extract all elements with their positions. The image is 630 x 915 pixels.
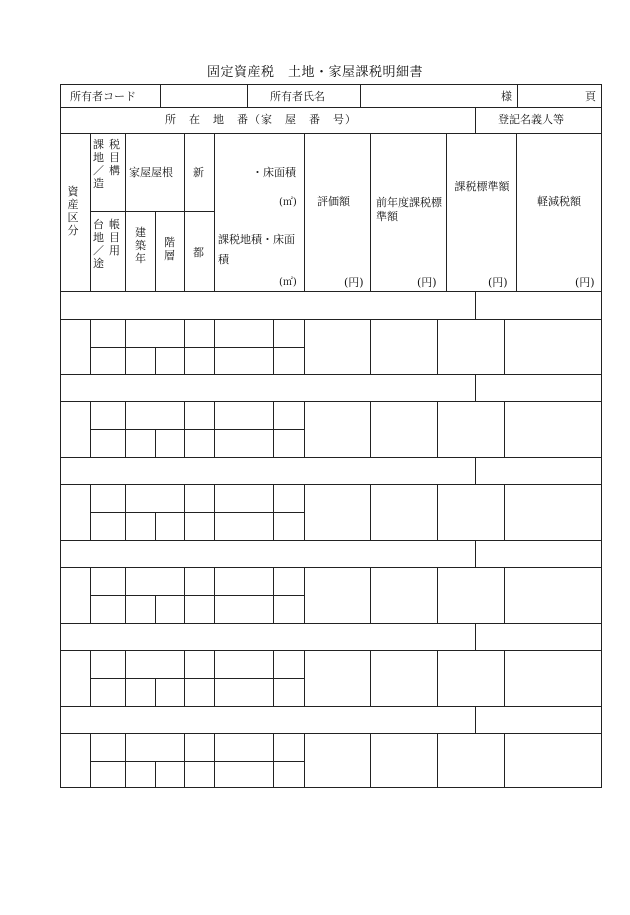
assessed-value-header: 評価額: [317, 195, 350, 208]
grid-line: [60, 650, 601, 651]
floors-header: 階層: [164, 236, 175, 262]
grid-line: [60, 291, 601, 292]
grid-line: [155, 347, 156, 374]
prev-year-standard-unit: (円): [417, 276, 437, 289]
to-header: 都: [193, 246, 204, 259]
grid-line: [90, 678, 304, 679]
assessed-value-unit: (円): [344, 276, 364, 289]
col-a-top-header: 課地／造: [93, 138, 104, 190]
grid-line: [247, 84, 248, 107]
grid-line: [60, 540, 601, 541]
col-b-top-header: 税目構: [109, 138, 120, 177]
tax-reduction-unit: (円): [575, 276, 595, 289]
grid-line: [60, 133, 601, 134]
grid-line: [90, 512, 304, 513]
tax-reduction-header: 軽減税額: [537, 195, 581, 208]
grid-line: [155, 678, 156, 706]
floor-area-top-unit: (㎡): [279, 197, 297, 208]
grid-line: [125, 567, 126, 623]
grid-line: [475, 457, 476, 484]
grid-line: [60, 706, 601, 707]
grid-line: [304, 567, 305, 623]
grid-line: [304, 733, 305, 788]
grid-line: [370, 484, 371, 540]
grid-line: [370, 733, 371, 788]
grid-line: [90, 133, 91, 291]
grid-line: [155, 761, 156, 788]
tax-standard-header: 課税標準額: [454, 180, 510, 193]
grid-line: [517, 84, 518, 107]
build-year-header: 建築年: [135, 226, 146, 265]
roof-header: 家屋屋根: [129, 166, 173, 179]
grid-line: [304, 401, 305, 457]
grid-line: [60, 107, 601, 108]
grid-line: [504, 733, 505, 788]
grid-line: [504, 401, 505, 457]
taxable-area-unit: (㎡): [279, 277, 297, 288]
grid-line: [504, 650, 505, 706]
grid-line: [475, 706, 476, 733]
grid-line: [437, 484, 438, 540]
grid-line: [155, 211, 156, 291]
grid-line: [504, 484, 505, 540]
grid-line: [155, 512, 156, 540]
detail-table: [60, 84, 602, 788]
grid-line: [437, 733, 438, 788]
taxable-area-header: 課税地積・床面積: [218, 233, 295, 266]
grid-line: [475, 107, 476, 133]
sama-label: 様: [501, 90, 512, 103]
location-header: 所 在 地 番（家 屋 番 号）: [165, 113, 357, 126]
grid-line: [304, 319, 305, 374]
grid-line: [125, 401, 126, 457]
floor-area-top-header: ・床面積: [252, 166, 296, 179]
grid-line: [304, 133, 305, 291]
grid-line: [370, 133, 371, 291]
prev-year-standard-header: 前年度課税標準額: [376, 196, 442, 223]
grid-line: [370, 319, 371, 374]
document-title: 固定資産税 土地・家屋課税明細書: [206, 65, 423, 80]
owner-name-label: 所有者氏名: [270, 90, 325, 103]
grid-line: [90, 211, 214, 212]
grid-line: [90, 347, 304, 348]
grid-line: [370, 567, 371, 623]
grid-line: [125, 319, 126, 374]
col-b-bottom-header: 帳目用: [109, 218, 120, 257]
asset-class-header: 資産区分: [67, 185, 79, 237]
grid-line: [184, 133, 185, 291]
grid-line: [60, 374, 601, 375]
grid-line: [214, 133, 215, 291]
grid-line: [437, 567, 438, 623]
grid-line: [475, 623, 476, 650]
grid-line: [60, 401, 601, 402]
grid-line: [90, 595, 304, 596]
grid-line: [475, 540, 476, 567]
grid-line: [370, 401, 371, 457]
shin-header: 新: [193, 166, 204, 179]
grid-line: [60, 457, 601, 458]
grid-line: [125, 733, 126, 788]
grid-line: [90, 429, 304, 430]
grid-line: [504, 567, 505, 623]
grid-line: [446, 133, 447, 291]
registered-owner-header: 登記名義人等: [498, 113, 564, 126]
grid-line: [125, 133, 126, 291]
grid-line: [155, 429, 156, 457]
tax-standard-unit: (円): [488, 276, 508, 289]
grid-line: [516, 133, 517, 291]
grid-line: [60, 319, 601, 320]
grid-line: [60, 623, 601, 624]
grid-line: [304, 650, 305, 706]
grid-line: [125, 484, 126, 540]
grid-line: [360, 84, 361, 107]
owner-code-label: 所有者コード: [70, 90, 136, 103]
grid-line: [475, 374, 476, 401]
grid-line: [437, 319, 438, 374]
col-a-bottom-header: 台地／途: [93, 218, 104, 270]
grid-line: [475, 291, 476, 319]
grid-line: [155, 595, 156, 623]
grid-line: [370, 650, 371, 706]
grid-line: [60, 567, 601, 568]
grid-line: [125, 650, 126, 706]
grid-line: [90, 761, 304, 762]
page-label: 頁: [585, 90, 596, 103]
grid-line: [160, 84, 161, 107]
grid-line: [304, 484, 305, 540]
grid-line: [437, 650, 438, 706]
grid-line: [504, 319, 505, 374]
grid-line: [60, 733, 601, 734]
grid-line: [437, 401, 438, 457]
grid-line: [60, 484, 601, 485]
